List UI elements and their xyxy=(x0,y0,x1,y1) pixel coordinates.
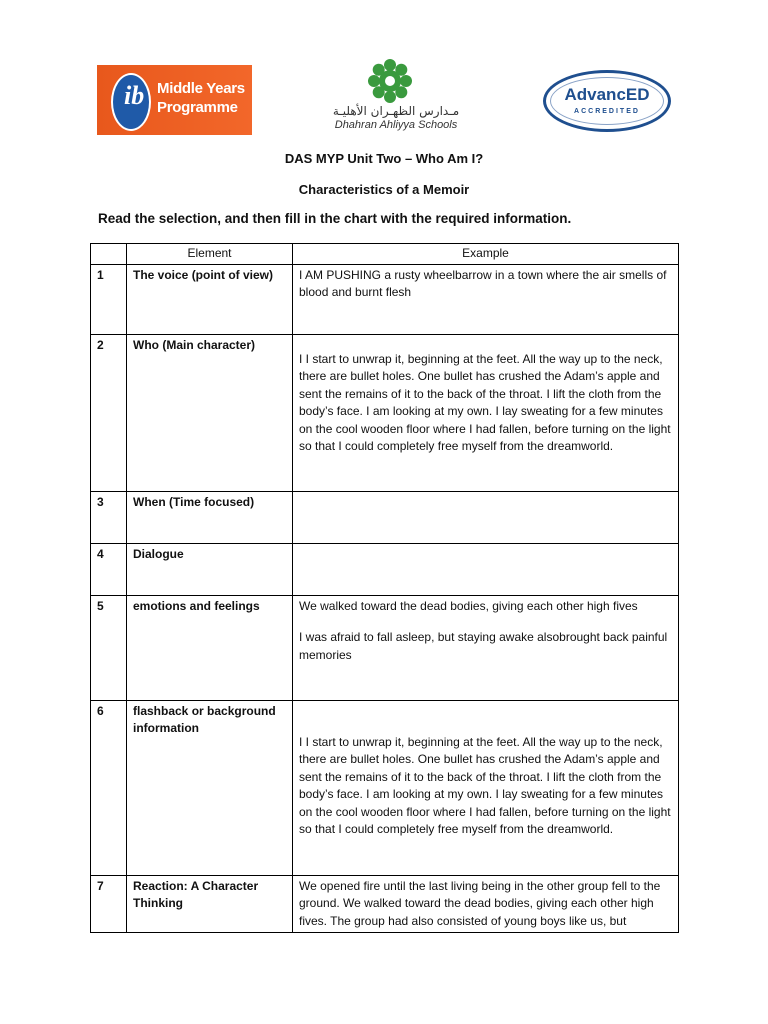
advanced-logo-name: AdvancED xyxy=(564,85,650,104)
das-flower-icon xyxy=(366,57,414,105)
row-number: 2 xyxy=(91,334,127,491)
table-row xyxy=(91,264,679,334)
row-element: emotions and feelings xyxy=(127,595,293,700)
instruction-text: Read the selection, and then fill in the chart with the required information. xyxy=(98,211,572,226)
table-row xyxy=(91,700,679,875)
example-text: I I start to unwrap it, beginning at the feet. All the way up to the neck, there are bullet holes. One bullet has crushed the Adam’s apple and sent the remains of it to the back of the throat. I lift the cloth from the body’s face. I am looking at my own. I lay sweating for a few minutes on the cool wooden floor where I had fallen, before turning on the light so that I could completely free myself from the dreamworld. xyxy=(299,351,671,453)
row-example-cell[interactable] xyxy=(293,700,679,875)
das-logo xyxy=(326,57,466,137)
example-text: We opened fire until the last living being in the other group fell to the ground. We walked toward the dead bodies, giving each other high fives. The group had also consisted of young boys like us, but xyxy=(299,878,661,928)
ib-logo-text xyxy=(157,79,245,117)
row-element: Reaction: A Character Thinking xyxy=(127,875,293,933)
advanced-logo xyxy=(543,70,671,132)
column-header-example: Example xyxy=(293,244,679,265)
row-number: 7 xyxy=(91,875,127,933)
advanced-logo-sub: ACCREDITED xyxy=(574,108,640,115)
row-example-cell[interactable] xyxy=(293,491,679,543)
ib-logo-line1: Middle Years xyxy=(157,80,245,97)
row-number: 1 xyxy=(91,264,127,334)
row-element: flashback or background information xyxy=(127,700,293,875)
row-example-cell[interactable] xyxy=(293,875,679,933)
das-logo-english: Dhahran Ahliyya Schools xyxy=(334,119,458,131)
row-number: 6 xyxy=(91,700,127,875)
memoir-chart xyxy=(90,243,679,933)
example-text: I was afraid to fall asleep, but staying awake alsobrought back painful memories xyxy=(299,630,668,662)
ib-myp-logo xyxy=(97,65,252,135)
example-text: We walked toward the dead bodies, giving each other high fives xyxy=(299,598,638,613)
table-row xyxy=(91,543,679,595)
das-logo-arabic: مـدارس الظهـران الأهليـة xyxy=(332,104,460,118)
table-row xyxy=(91,595,679,700)
row-number: 5 xyxy=(91,595,127,700)
row-example-cell[interactable] xyxy=(293,595,679,700)
page-subtitle: Characteristics of a Memoir xyxy=(298,182,470,197)
row-number: 4 xyxy=(91,543,127,595)
example-text: I I start to unwrap it, beginning at the feet. All the way up to the neck, there are bullet holes. One bullet has crushed the Adam’s apple and sent the remains of it to the back of the throat. I lift the cloth from the body’s face. I am looking at my own. I lay sweating for a few minutes on the cool wooden floor where I had fallen, before turning on the light so that I could completely free myself from the dreamworld. xyxy=(299,734,671,836)
table-row xyxy=(91,875,679,933)
row-element: When (Time focused) xyxy=(127,491,293,543)
example-text: I AM PUSHING a rusty wheelbarrow in a town where the air smells of blood and burnt flesh xyxy=(299,267,667,299)
table-header-row xyxy=(91,244,679,265)
ib-circle-icon xyxy=(111,73,151,131)
table-row xyxy=(91,491,679,543)
column-header-element: Element xyxy=(127,244,293,265)
ib-mark: ib xyxy=(124,81,145,110)
row-example-cell[interactable] xyxy=(293,334,679,491)
row-element: Dialogue xyxy=(127,543,293,595)
table-row xyxy=(91,334,679,491)
row-element: The voice (point of view) xyxy=(127,264,293,334)
row-example-cell[interactable] xyxy=(293,543,679,595)
row-number: 3 xyxy=(91,491,127,543)
row-example-cell[interactable] xyxy=(293,264,679,334)
row-element: Who (Main character) xyxy=(127,334,293,491)
column-header-number xyxy=(91,244,127,265)
page-title: DAS MYP Unit Two – Who Am I? xyxy=(284,151,484,166)
ib-logo-line2: Programme xyxy=(157,99,238,116)
